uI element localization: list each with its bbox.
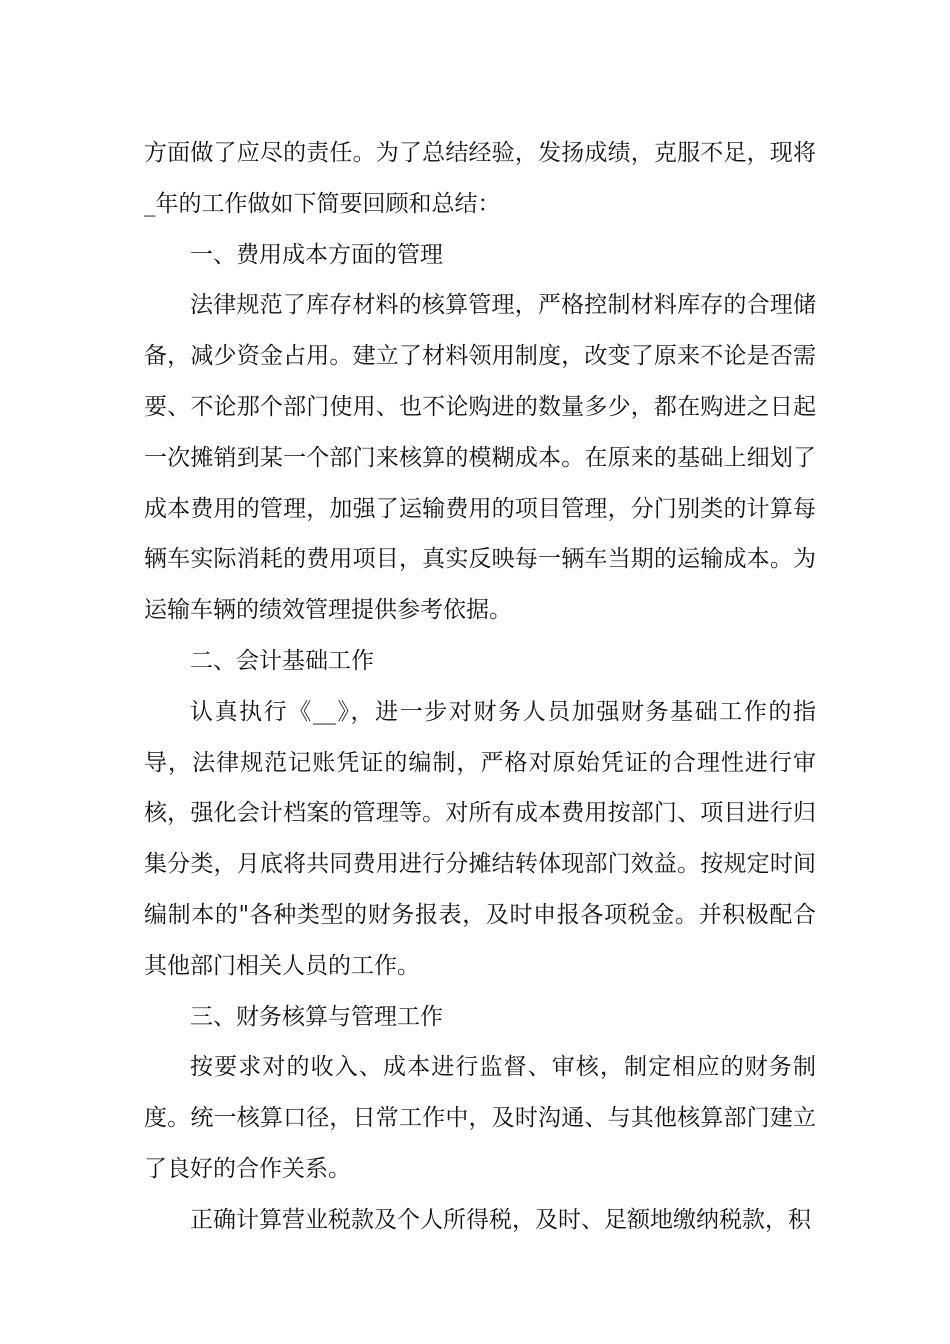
section-heading-financial-accounting: 三、财务核算与管理工作: [190, 1003, 443, 1030]
paragraph-financial-accounting: 按要求对的收入、成本进行监督、审核，制定相应的财务制度。统一核算口径，日常工作中，及时沟通、与其他核算部门建立了良好的合作关系。: [144, 1054, 816, 1182]
paragraph-cost-management: 法律规范了库存材料的核算管理，严格控制材料库存的合理储备，减少资金占用。建立了材料领用制度，改变了原来不论是否需要、不论那个部门使用、也不论购进的数量多少，都在购进之日起一次摊销到某一个部门来核算的模糊成本。在原来的基础上细划了成本费用的管理，加强了运输费用的项目管理，分门别类的计算每辆车实际消耗的费用项目，真实反映每一辆车当期的运输成本。为运输车辆的绩效管理提供参考依据。: [144, 292, 816, 624]
continued-paragraph: 方面做了应尽的责任。为了总结经验，发扬成绩，克服不足，现将_年的工作做如下简要回顾和总结：: [144, 140, 816, 217]
section-heading-accounting-basics: 二、会计基础工作: [190, 647, 374, 674]
paragraph-accounting-basics: 认真执行《__》，进一步对财务人员加强财务基础工作的指导，法律规范记账凭证的编制，严格对原始凭证的合理性进行审核，强化会计档案的管理等。对所有成本费用按部门、项目进行归集分类，月底将共同费用进行分摊结转体现部门效益。按规定时间编制本的"各种类型的财务报表，及时申报各项税金。并积极配合其他部门相关人员的工作。: [144, 698, 816, 979]
document-body: [144, 128, 816, 1246]
section-heading-cost-management: 一、费用成本方面的管理: [190, 241, 443, 268]
paragraph-tax-payment: 正确计算营业税款及个人所得税，及时、足额地缴纳税款，积: [190, 1206, 811, 1233]
